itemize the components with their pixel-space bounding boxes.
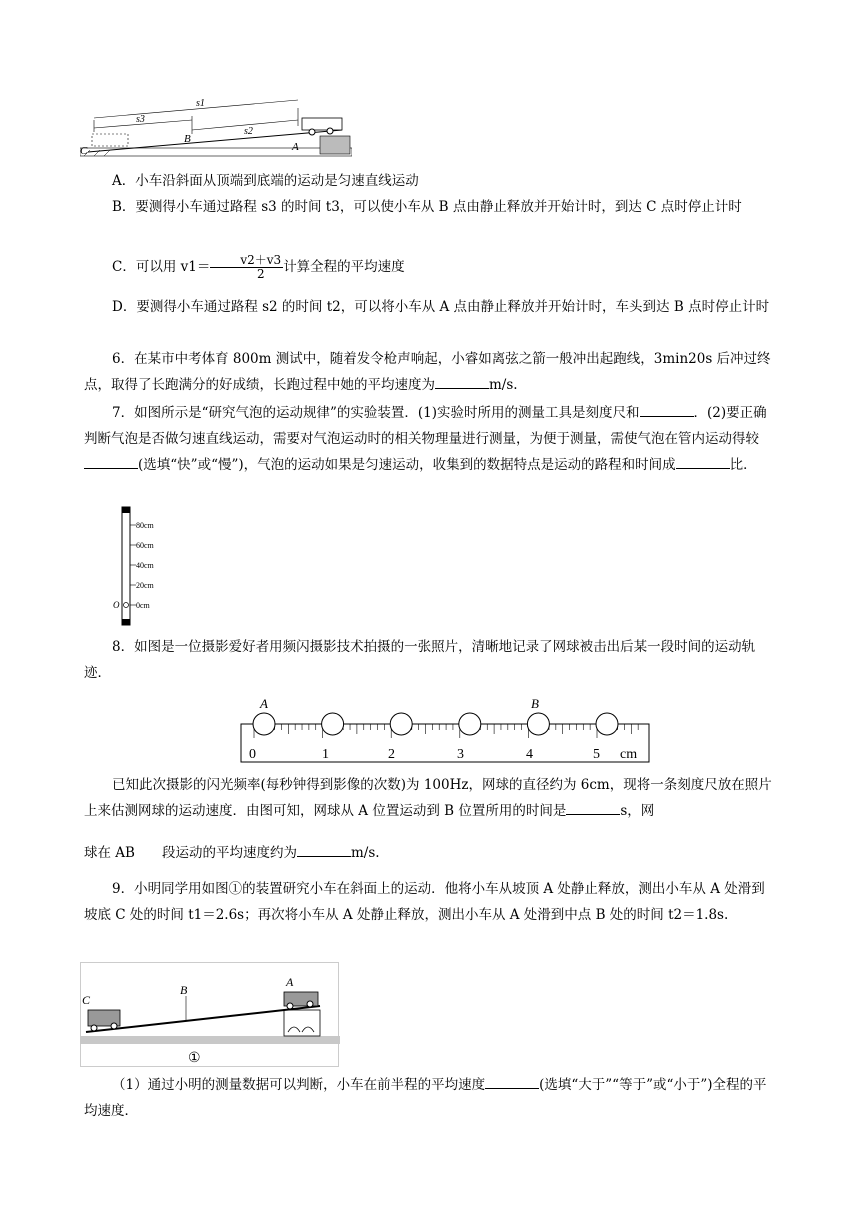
q9-sub1-tail: (选填“大于”“等于”或“小于”)全程的平均速度．: [84, 1077, 767, 1119]
q7-p1: 7．如图所示是“研究气泡的运动规律”的实验装置．(1)实验时所用的测量工具是刻度尺和: [112, 405, 640, 421]
tube-origin: O: [113, 600, 120, 610]
label-b: B: [184, 133, 191, 145]
tennis-ball: [322, 713, 344, 735]
ruler-3: 3: [457, 747, 464, 762]
q8-body2-tail: m/s.: [350, 845, 380, 861]
label-a: A: [292, 141, 299, 153]
tennis-ball: [596, 713, 618, 735]
question-9-sub1: [84, 1072, 776, 1124]
tube-label-80: 80cm: [136, 521, 154, 530]
incline-figure-2: [80, 962, 340, 1068]
fig2-a: A: [286, 975, 294, 989]
option-c: [84, 254, 776, 281]
question-8-body1: [84, 772, 776, 824]
fraction-num: v2＋v3: [210, 254, 283, 268]
q7-p2: ．(2)要正确判断气泡是否做匀速直线运动，需要对气泡运动时的相关物理量进行测量，为便于测量，需使气泡在管内运动得较: [84, 405, 767, 447]
tennis-ball: [527, 713, 549, 735]
q9-blank-1[interactable]: [485, 1074, 539, 1089]
question-8-intro: 8．如图是一位摄影爱好者用频闪摄影技术拍摄的一张照片，清晰地记录了网球被击出后某一段时间的运动轨迹．: [84, 639, 756, 681]
ruler-2: 2: [388, 747, 395, 762]
ruler-1: 1: [322, 747, 329, 762]
tennis-ball: [459, 713, 481, 735]
option-d: D．要测得小车通过路程 s2 的时间 t2，可以将小车从 A 点由静止释放并开始计时，车头到达 B 点时停止计时: [112, 299, 770, 315]
q6-text: 6．在某市中考体育 800m 测试中，随着发令枪声响起，小睿如离弦之箭一般冲出起跑线，3min20s 后冲过终点，取得了长跑满分的好成绩，长跑过程中她的平均速度为: [84, 351, 771, 393]
label-c: C: [80, 145, 88, 157]
tube-label-20: 20cm: [136, 581, 154, 590]
question-9-intro: 9．小明同学用如图①的装置研究小车在斜面上的运动．他将小车从坡顶 A 处静止释放，测出小车从 A 处滑到坡底 C 处的时间 t1＝2.6s；再次将小车从 A 处静止释放，测出小车从 A 处滑到中点 B 处的时间 t2＝1.8s.: [84, 881, 765, 923]
incline-figure: [80, 86, 352, 158]
q9-sub1: （1）通过小明的测量数据可以判断，小车在前半程的平均速度: [112, 1077, 486, 1093]
fig2-b: B: [180, 983, 188, 997]
q7-blank-1[interactable]: [640, 402, 694, 417]
label-s2: s2: [244, 126, 253, 137]
ruler-unit: cm: [620, 747, 638, 762]
question-7: [84, 400, 776, 478]
ruler-5: 5: [593, 747, 600, 762]
q8-body1-tail: s，网: [620, 803, 655, 819]
q8-blank-1[interactable]: [566, 800, 620, 815]
q7-blank-3[interactable]: [676, 454, 730, 469]
option-c-pre: C．可以用 v1＝: [112, 259, 211, 275]
fraction-den: 2: [256, 267, 265, 281]
q8-body2: 球在 AB 段运动的平均速度约为: [84, 845, 297, 861]
tennis-ball: [253, 713, 275, 735]
question-8-body2: [84, 840, 776, 866]
fig2-c: C: [82, 993, 91, 1007]
ruler-4: 4: [526, 747, 533, 762]
q8-body1: 已知此次摄影的闪光频率(每秒钟得到影像的次数)为 100Hz，网球的直径约为 6cm，现将一条刻度尺放在照片上来估测网球的运动速度．由图可知，网球从 A 位置运动到 B 位置所用的时间是: [84, 777, 772, 819]
fraction: [210, 254, 283, 281]
tube-label-40: 40cm: [136, 561, 154, 570]
ruler-0: 0: [249, 747, 256, 762]
option-c-post: 计算全程的平均速度: [283, 259, 405, 275]
label-s1: s1: [196, 98, 205, 109]
tube-label-0: 0cm: [136, 601, 150, 610]
q7-p3: (选填“快”或“慢”)，气泡的运动如果是匀速运动，收集到的数据特点是运动的路程和时间成: [138, 457, 676, 473]
q6-blank[interactable]: [435, 374, 489, 389]
question-6: [84, 346, 776, 398]
option-a: A．小车沿斜面从顶端到底端的运动是匀速直线运动: [112, 173, 419, 189]
q6-tail: m/s.: [489, 377, 518, 393]
q8-blank-2[interactable]: [297, 842, 351, 857]
tube-label-60: 60cm: [136, 541, 154, 550]
tennis-ball: [390, 713, 412, 735]
fig2-num: ①: [188, 1051, 201, 1066]
bubble-tube-figure: [110, 505, 180, 627]
option-b: B．要测得小车通过路程 s3 的时间 t3，可以使小车从 B 点由静止释放并开始计时，到达 C 点时停止计时: [112, 199, 742, 215]
q7-blank-2[interactable]: [84, 454, 138, 469]
ruler-figure: [240, 694, 652, 764]
q7-p4: 比．: [729, 457, 757, 473]
ruler-b: B: [531, 696, 539, 711]
label-s3: s3: [136, 114, 145, 125]
ruler-a: A: [260, 696, 268, 711]
